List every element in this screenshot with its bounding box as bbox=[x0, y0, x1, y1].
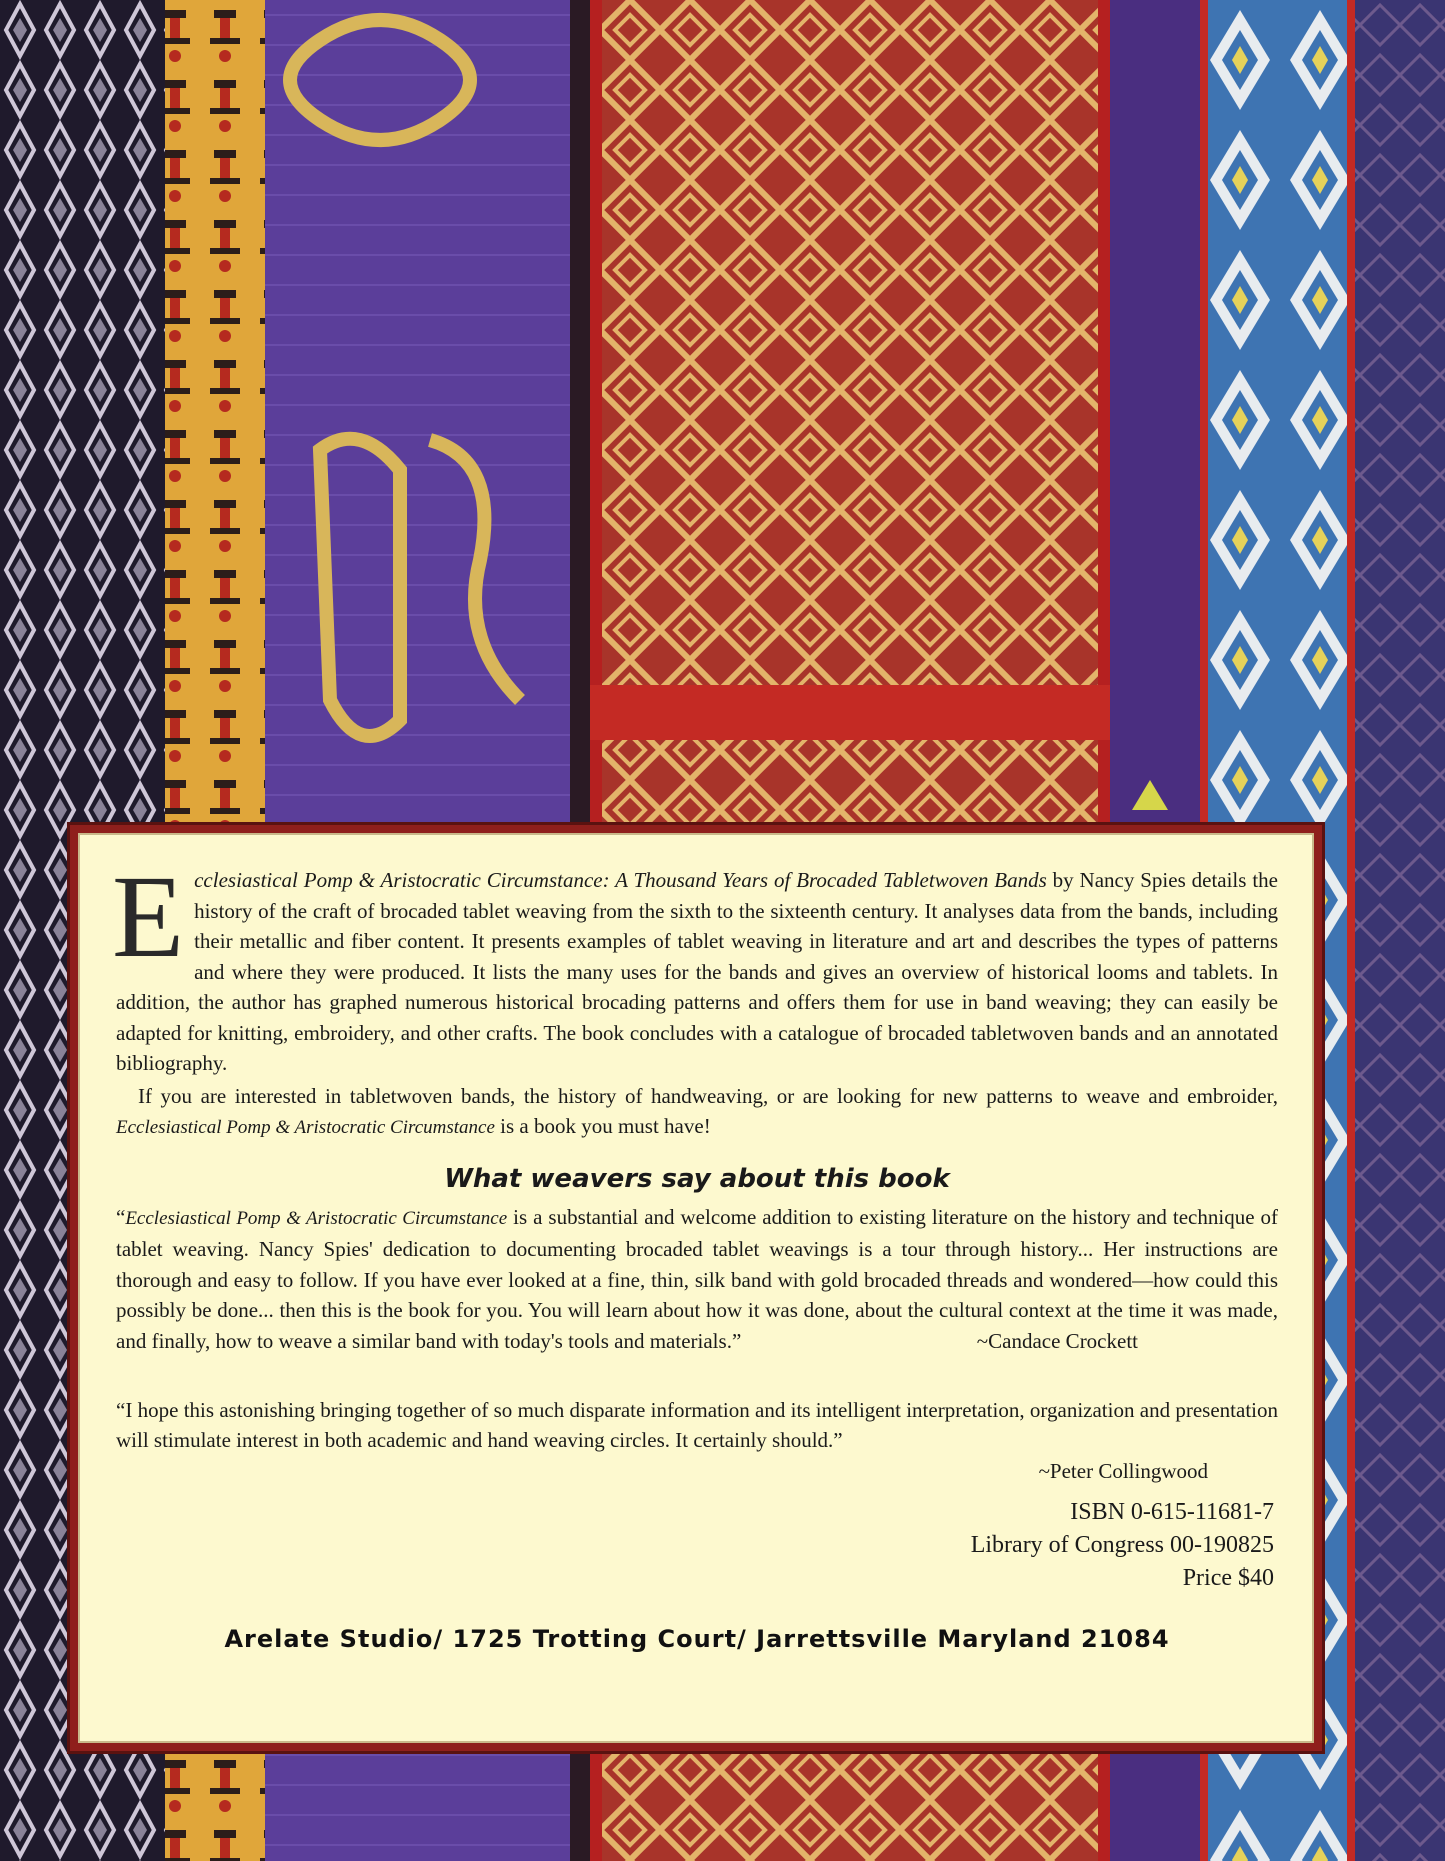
review-author-1: ~Candace Crockett bbox=[976, 1329, 1138, 1353]
drop-cap: E bbox=[112, 851, 185, 982]
review-author-2: ~Peter Collingwood bbox=[1038, 1458, 1208, 1483]
paragraph-2-text: If you are interested in tabletwoven bands, the history of handweaving, or are looking for new patterns to weave and embroider, bbox=[138, 1083, 1278, 1108]
quote-1-text: is a substantial and welcome addition to existing literature on the history and technique of tablet weaving. Nancy Spies' dedication to documenting brocaded tablet weavings is a tour through history... Her instructions are thorough and easy to follow. If you have ever looked at a fine, thin, silk band with gold brocaded threads and wondered—how could this possibly be done... then this is the book for you. You will learn about how it was done, about the cultural context at the time it was made, and finally, how to weave a similar band with today's tools and materials.” bbox=[116, 1204, 1278, 1353]
quote-open-mark: “ bbox=[116, 1204, 126, 1229]
paragraph-2-end: is a book you must have! bbox=[494, 1114, 711, 1138]
review-quote-2: “I hope this astonishing bringing together of so much disparate information and its intelligent interpretation, organization and presentation will stimulate interest in both academic and hand weaving circles. It certainly should.” bbox=[116, 1397, 1278, 1452]
description-paragraph-2 bbox=[116, 1081, 1278, 1144]
quote-1-title: Ecclesiastical Pomp & Aristocratic Circumstance bbox=[125, 1207, 508, 1229]
description-paragraph-1: by Nancy Spies details the history of the craft of brocaded tablet weaving from the sixth to the sixteenth century. It analyses data from the bands, including their metallic and fiber content. It presents examples of tablet weaving in literature and art and describes the types of patterns and where they were produced. It lists the many uses for the bands and gives an overview of historical looms and tablets. In addition, the author has graphed numerous historical brocading patterns and offers them for use in band weaving; they can easily be adapted for knitting, embroidery, and other crafts. The book concludes with a catalogue of brocaded tabletwoven bands and an annotated bibliography. bbox=[116, 868, 1278, 1075]
price: Price $40 bbox=[1182, 1564, 1274, 1591]
book-title-inline: Ecclesiastical Pomp & Aristocratic Circumstance bbox=[116, 1117, 495, 1138]
book-title-intro: cclesiastical Pomp & Aristocratic Circumstance: A Thousand Years of Brocaded Tabletwoven Bands bbox=[194, 868, 1047, 892]
reviews-heading: What weavers say about this book bbox=[444, 1163, 950, 1194]
publisher-address: Arelate Studio/ 1725 Trotting Court/ Jarrettsville Maryland 21084 bbox=[224, 1624, 1170, 1653]
description-panel-inner bbox=[78, 833, 1314, 1743]
library-of-congress: Library of Congress 00-190825 bbox=[970, 1531, 1274, 1558]
publication-info bbox=[116, 1496, 1274, 1595]
isbn: ISBN 0-615-11681-7 bbox=[1070, 1498, 1274, 1525]
book-description bbox=[112, 851, 1278, 1079]
description-panel bbox=[70, 825, 1322, 1751]
